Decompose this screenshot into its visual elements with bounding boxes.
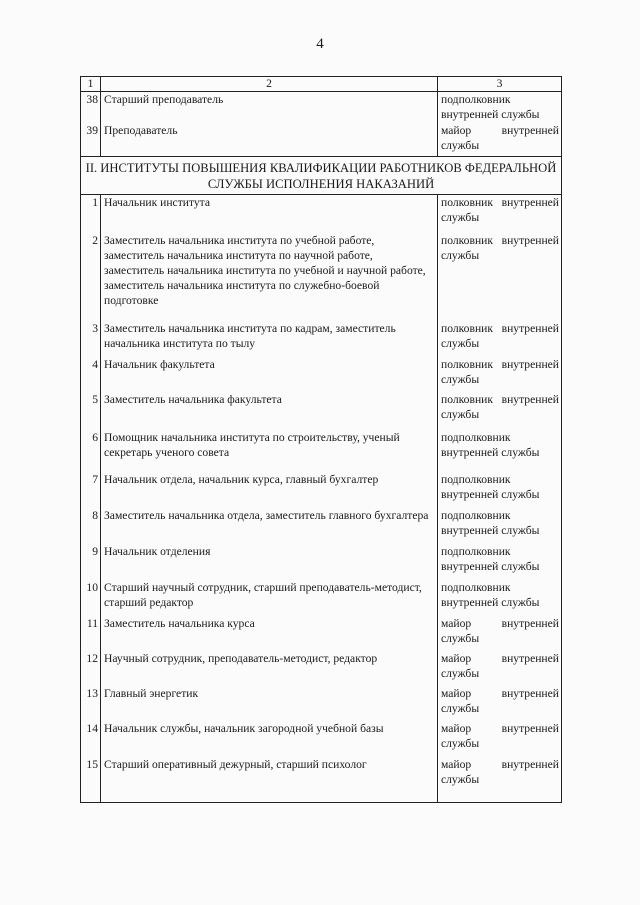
position-title: Начальник отделения (101, 544, 438, 580)
rank-title: майор внутренней службы (438, 651, 562, 686)
row-number: 2 (81, 233, 101, 321)
row-number: 14 (81, 721, 101, 757)
table-row (81, 651, 562, 686)
table-row (81, 508, 562, 544)
row-number: 12 (81, 651, 101, 686)
position-title: Начальник института (101, 195, 438, 233)
rank-title: майор внутренней службы (438, 123, 562, 157)
position-title: Заместитель начальника факультета (101, 392, 438, 430)
table-row (81, 721, 562, 757)
row-number: 7 (81, 472, 101, 508)
position-title: Преподаватель (101, 123, 438, 157)
rank-title: подполковник внутренней службы (438, 430, 562, 472)
header-col-1: 1 (81, 77, 101, 92)
table-row (81, 195, 562, 233)
row-number: 4 (81, 357, 101, 392)
row-number: 3 (81, 321, 101, 357)
header-row (81, 77, 562, 92)
row-number: 8 (81, 508, 101, 544)
position-title: Старший оперативный дежурный, старший психолог (101, 757, 438, 803)
position-title: Начальник службы, начальник загородной учебной базы (101, 721, 438, 757)
position-title: Помощник начальника института по строительству, ученый секретарь ученого совета (101, 430, 438, 472)
position-title: Старший научный сотрудник, старший преподаватель-методист, старший редактор (101, 580, 438, 616)
header-col-3: 3 (438, 77, 562, 92)
rank-title: подполковник внутренней службы (438, 472, 562, 508)
table-row (81, 686, 562, 721)
table-row (81, 392, 562, 430)
rank-title: подполковник внутренней службы (438, 92, 562, 123)
rank-title: полковник внутренней службы (438, 392, 562, 430)
table-row (81, 472, 562, 508)
rank-title: подполковник внутренней службы (438, 580, 562, 616)
rank-title: полковник внутренней службы (438, 233, 562, 321)
rank-title: полковник внутренней службы (438, 357, 562, 392)
row-number: 5 (81, 392, 101, 430)
table-row (81, 233, 562, 321)
section-heading-row (81, 157, 562, 195)
position-title: Заместитель начальника института по кадрам, заместитель начальника института по тылу (101, 321, 438, 357)
rank-title: полковник внутренней службы (438, 321, 562, 357)
row-number: 6 (81, 430, 101, 472)
rank-title: майор внутренней службы (438, 757, 562, 803)
positions-ranks-table (80, 76, 562, 803)
table-row (81, 92, 562, 123)
position-title: Начальник факультета (101, 357, 438, 392)
rank-title: майор внутренней службы (438, 686, 562, 721)
rank-title: майор внутренней службы (438, 616, 562, 651)
table-row (81, 357, 562, 392)
table-row (81, 580, 562, 616)
page-number: 4 (316, 36, 324, 52)
position-title: Старший преподаватель (101, 92, 438, 123)
row-number: 13 (81, 686, 101, 721)
position-title: Заместитель начальника отдела, заместитель главного бухгалтера (101, 508, 438, 544)
header-col-2: 2 (101, 77, 438, 92)
row-number: 9 (81, 544, 101, 580)
table-row (81, 616, 562, 651)
position-title: Главный энергетик (101, 686, 438, 721)
table-row (81, 430, 562, 472)
row-number: 39 (81, 123, 101, 157)
position-title: Заместитель начальника института по учебной работе, заместитель начальника института по научной работе, заместитель начальника института по учебной и научной работе, заместитель начальника института по служебно-боевой подготовке (101, 233, 438, 321)
row-number: 15 (81, 757, 101, 803)
table-row (81, 757, 562, 803)
row-number: 1 (81, 195, 101, 233)
position-title: Начальник отдела, начальник курса, главный бухгалтер (101, 472, 438, 508)
table-row (81, 123, 562, 157)
rank-title: полковник внутренней службы (438, 195, 562, 233)
rank-title: подполковник внутренней службы (438, 544, 562, 580)
position-title: Научный сотрудник, преподаватель-методист, редактор (101, 651, 438, 686)
table-row (81, 544, 562, 580)
section-title: II. ИНСТИТУТЫ ПОВЫШЕНИЯ КВАЛИФИКАЦИИ РАБОТНИКОВ ФЕДЕРАЛЬНОЙ СЛУЖБЫ ИСПОЛНЕНИЯ НАКАЗАНИЙ (81, 157, 562, 195)
rank-title: майор внутренней службы (438, 721, 562, 757)
rank-title: подполковник внутренней службы (438, 508, 562, 544)
row-number: 38 (81, 92, 101, 123)
row-number: 11 (81, 616, 101, 651)
row-number: 10 (81, 580, 101, 616)
position-title: Заместитель начальника курса (101, 616, 438, 651)
table-row (81, 321, 562, 357)
